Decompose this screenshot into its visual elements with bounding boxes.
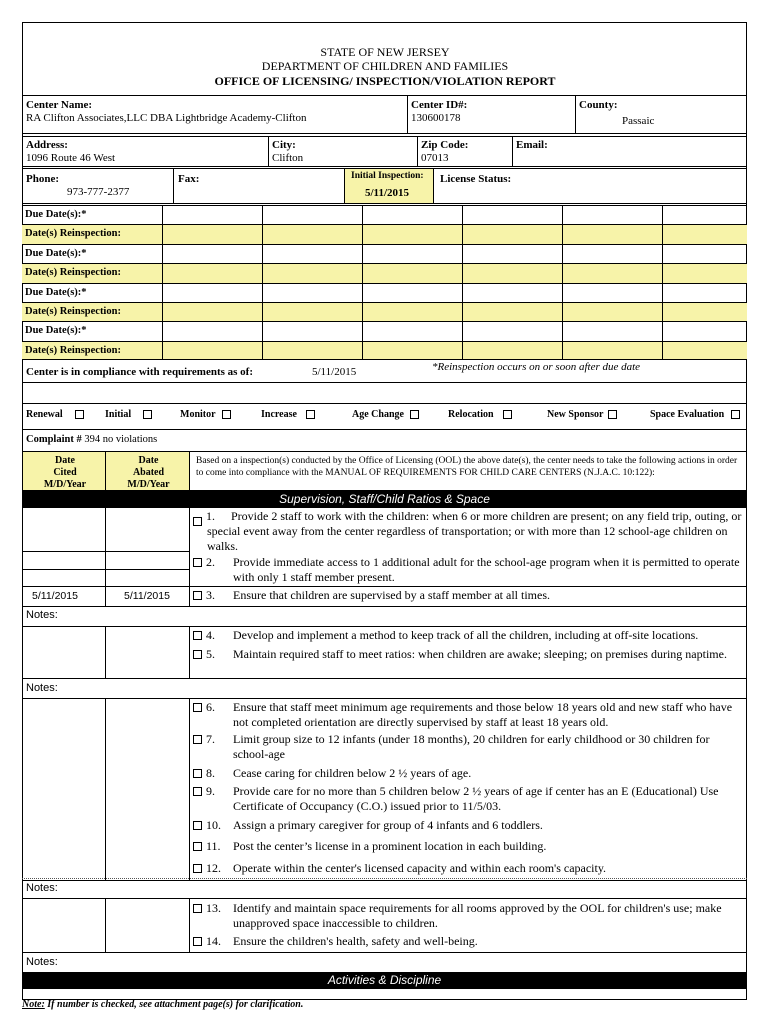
- col-divider: [105, 626, 106, 678]
- phone-label: Phone:: [26, 173, 59, 185]
- section-supervision-title: Supervision, Staff/Child Ratios & Space: [22, 491, 747, 508]
- requirement-number: 3.: [206, 588, 215, 602]
- city-label: City:: [272, 139, 296, 151]
- date-cell[interactable]: [163, 342, 262, 360]
- date-row-label: Due Date(s):*: [25, 325, 87, 337]
- col-divider: [105, 698, 106, 880]
- email-label: Email:: [516, 139, 548, 151]
- type-label-space-evaluation: Space Evaluation: [650, 409, 725, 420]
- due-date-row: [22, 283, 747, 302]
- requirement-checkbox[interactable]: [193, 787, 202, 796]
- type-checkbox-increase[interactable]: [306, 410, 315, 419]
- date-cell[interactable]: [563, 225, 662, 243]
- address-value: 1096 Route 46 West: [26, 152, 116, 164]
- date-row-label: Date(s) Reinspection:: [25, 267, 121, 279]
- date-row-label: Due Date(s):*: [25, 286, 87, 298]
- initial-inspection-label: Initial Inspection:: [351, 171, 424, 181]
- requirement-number: 10.: [206, 818, 221, 832]
- requirement-checkbox[interactable]: [193, 904, 202, 913]
- county-value: Passaic: [622, 115, 655, 127]
- requirement-text: Ensure the children's health, safety and well-being.: [233, 934, 478, 948]
- type-label-initial: Initial: [105, 409, 132, 420]
- requirement-text: Ensure that staff meet minimum age requirements and those below 18 years old and new staff who have not completed orientation are directly supervised by staff at least 18 years old.: [233, 700, 733, 729]
- requirement-checkbox[interactable]: [193, 769, 202, 778]
- type-label-renewal: Renewal: [26, 409, 63, 420]
- center-name-label: Center Name:: [26, 99, 93, 111]
- date-cell[interactable]: [663, 303, 762, 321]
- date-cell[interactable]: [263, 264, 362, 282]
- type-checkbox-age-change[interactable]: [410, 410, 419, 419]
- requirement-number: 12.: [206, 861, 221, 875]
- col-divider: [189, 898, 190, 952]
- date-cell[interactable]: [663, 206, 762, 224]
- date-cell[interactable]: [563, 284, 662, 302]
- footer-note-text: If number is checked, see attachment page(s) for clarification.: [44, 999, 304, 1010]
- intro-text: Based on a inspection(s) conducted by the Office of Licensing (OOL) the above date(s), the center needs to take the following actions in order to come into compliance with the MANUAL OF REQUIREMENTS FOR CHILD CARE CENTERS (N.J.A.C. 10:122):: [196, 456, 738, 478]
- address-box: [22, 136, 269, 167]
- date-cell[interactable]: [163, 322, 262, 340]
- address-label: Address:: [26, 139, 68, 151]
- requirement-checkbox[interactable]: [193, 821, 202, 830]
- date-cell[interactable]: [563, 206, 662, 224]
- county-box: [575, 95, 747, 134]
- date-cell[interactable]: [263, 206, 362, 224]
- date-row-label: Date(s) Reinspection:: [25, 344, 121, 356]
- col-divider: [105, 898, 106, 952]
- date-cell[interactable]: [563, 303, 662, 321]
- license-status-label: License Status:: [440, 173, 512, 185]
- date-cell[interactable]: [163, 284, 262, 302]
- type-label-age-change: Age Change: [352, 409, 404, 420]
- zip-label: Zip Code:: [421, 139, 469, 151]
- requirement-checkbox[interactable]: [193, 631, 202, 640]
- date-cell[interactable]: [563, 245, 662, 263]
- requirement-checkbox[interactable]: [193, 937, 202, 946]
- requirement-text: Develop and implement a method to keep track of all the children, including at off-site locations.: [233, 628, 699, 642]
- date-cell[interactable]: [663, 284, 762, 302]
- type-checkbox-space-evaluation[interactable]: [731, 410, 740, 419]
- date-cited-h3: M/D/Year: [43, 479, 87, 490]
- requirement-number: 2.: [206, 555, 215, 569]
- date-cell[interactable]: [263, 322, 362, 340]
- city-value: Clifton: [272, 152, 304, 164]
- date-cell[interactable]: [163, 245, 262, 263]
- date-row-label: Date(s) Reinspection:: [25, 228, 121, 240]
- row-divider: [22, 880, 747, 881]
- date-row-label: Date(s) Reinspection:: [25, 306, 121, 317]
- date-cell[interactable]: [363, 322, 462, 340]
- type-checkbox-relocation[interactable]: [503, 410, 512, 419]
- requirement-text: Ensure that children are supervised by a staff member at all times.: [233, 588, 551, 602]
- zip-value: 07013: [421, 152, 449, 164]
- phone-box: [22, 168, 174, 204]
- date-cell[interactable]: [463, 303, 562, 321]
- date-abated-h1: Date: [138, 455, 159, 466]
- date-row-label: Due Date(s):*: [25, 209, 87, 220]
- due-date-row: [22, 244, 747, 263]
- date-cell[interactable]: [263, 245, 362, 263]
- date-cell[interactable]: [463, 342, 562, 360]
- phone-value: 973-777-2377: [67, 186, 130, 198]
- type-checkbox-new-sponsor[interactable]: [608, 410, 617, 419]
- divider: [22, 359, 747, 360]
- requirement-number: 11.: [206, 839, 221, 853]
- requirement-text: Identify and maintain space requirements for all rooms approved by the OOL for children's use; make unapproved space inaccessible to children.: [233, 901, 722, 930]
- date-cited-h1: Date: [55, 455, 75, 466]
- footer-note: [22, 999, 303, 1010]
- date-cell[interactable]: [463, 284, 562, 302]
- date-abated-h2: Abated: [132, 467, 165, 478]
- requirement-checkbox[interactable]: [193, 735, 202, 744]
- requirement-text: Operate within the center's licensed capacity and within each room's capacity.: [233, 861, 607, 875]
- type-checkbox-initial[interactable]: [143, 410, 152, 419]
- requirement-number: 6.: [206, 700, 215, 714]
- requirement-text: Provide immediate access to 1 additional adult for the school-age program when it is permitted to operate with only 1 staff member present.: [233, 555, 740, 584]
- date-cell[interactable]: [463, 245, 562, 263]
- initial-inspection-date: 5/11/2015: [365, 187, 410, 199]
- row-divider: [22, 952, 747, 953]
- requirement-checkbox[interactable]: [193, 864, 202, 873]
- date-cell[interactable]: [663, 322, 762, 340]
- requirement-number: 4.: [206, 628, 215, 642]
- requirement-text: Cease caring for children below 2 ½ years of age.: [233, 766, 472, 780]
- requirement-checkbox[interactable]: [193, 517, 202, 526]
- header-report-title: OFFICE OF LICENSING/ INSPECTION/VIOLATION REPORT: [214, 74, 556, 88]
- date-cell[interactable]: [463, 322, 562, 340]
- requirement-text: Provide 2 staff to work with the children: when 6 or more children are present; on any field trip, outing, or special event away from the center regardless of transportation; or with more than 12 school-age children on walks.: [207, 509, 742, 553]
- row-divider: [22, 586, 747, 587]
- compliance-date: 5/11/2015: [312, 366, 357, 378]
- notes-label: Notes:: [26, 882, 58, 894]
- reinspection-date-row: [22, 341, 747, 360]
- notes-label: Notes:: [26, 609, 58, 621]
- divider: [22, 429, 747, 430]
- date-cited-h2: Cited: [53, 467, 77, 478]
- date-cell[interactable]: [563, 264, 662, 282]
- date-cell[interactable]: [363, 342, 462, 360]
- requirement-checkbox[interactable]: [193, 558, 202, 567]
- date-cell[interactable]: [463, 264, 562, 282]
- due-date-row: [22, 205, 747, 224]
- date-cell[interactable]: [463, 225, 562, 243]
- requirement-text: Provide care for no more than 5 children below 2 ½ years of age if center has an E (Educational) Use Certificate of Occupancy (C.O.) issued prior to 11/5/03.: [233, 784, 719, 813]
- fax-box: [173, 168, 345, 204]
- col-divider: [189, 626, 190, 678]
- row-divider: [22, 898, 747, 899]
- county-label: County:: [579, 99, 618, 111]
- complaint-line: [26, 434, 157, 445]
- reinspection-date-row: [22, 302, 747, 321]
- requirement-number: 13.: [206, 901, 221, 915]
- center-name-value: RA Clifton Associates,LLC DBA Lightbridge Academy-Clifton: [26, 112, 307, 124]
- notes-label: Notes:: [26, 682, 58, 694]
- date-cell[interactable]: [363, 245, 462, 263]
- center-id-value: 130600178: [411, 112, 461, 124]
- type-label-increase: Increase: [261, 409, 297, 420]
- license-status-box: [433, 168, 747, 204]
- requirement-checkbox[interactable]: [193, 650, 202, 659]
- date-cell[interactable]: [663, 342, 762, 360]
- reinspection-date-row: [22, 263, 747, 282]
- city-box: [268, 136, 418, 167]
- date-cell[interactable]: [263, 225, 362, 243]
- header-state: STATE OF NEW JERSEY: [320, 45, 450, 59]
- section-activities-title: Activities & Discipline: [22, 972, 747, 989]
- compliance-label: Center is in compliance with requirements as of:: [26, 366, 254, 378]
- date-cell[interactable]: [163, 225, 262, 243]
- date-cell[interactable]: [163, 206, 262, 224]
- type-label-monitor: Monitor: [180, 409, 216, 420]
- email-box: [512, 136, 747, 167]
- complaint-label: Complaint #: [26, 434, 82, 445]
- date-cell[interactable]: [163, 264, 262, 282]
- date-cell[interactable]: [463, 206, 562, 224]
- intro-box: [189, 451, 747, 491]
- center-id-label: Center ID#:: [411, 99, 468, 111]
- abated-date-item-3: 5/11/2015: [124, 590, 170, 602]
- date-cell[interactable]: [263, 303, 362, 321]
- notes-label: Notes:: [26, 956, 58, 968]
- date-cell[interactable]: [363, 303, 462, 321]
- col-divider: [105, 508, 106, 606]
- date-cell[interactable]: [363, 225, 462, 243]
- row-divider: [22, 626, 747, 627]
- zip-box: [417, 136, 513, 167]
- reinspection-note: *Reinspection occurs on or soon after due date: [432, 361, 641, 373]
- date-row-label: Due Date(s):*: [25, 247, 87, 259]
- dotted-divider: [22, 878, 747, 879]
- date-abated-header: [105, 451, 190, 491]
- date-cell[interactable]: [663, 225, 762, 243]
- date-cell[interactable]: [663, 264, 762, 282]
- center-id-box: [407, 95, 576, 134]
- cited-date-item-3: 5/11/2015: [32, 590, 78, 602]
- type-label-new-sponsor: New Sponsor: [547, 409, 604, 420]
- row-divider: [22, 606, 747, 607]
- requirement-text: Assign a primary caregiver for group of 4 infants and 6 toddlers.: [233, 818, 543, 832]
- col-divider: [189, 698, 190, 880]
- type-checkbox-renewal[interactable]: [75, 410, 84, 419]
- complaint-text: 394 no violations: [84, 434, 158, 445]
- requirement-number: 1.: [206, 509, 215, 523]
- requirement-checkbox[interactable]: [193, 591, 202, 600]
- date-cell[interactable]: [163, 303, 262, 321]
- row-divider: [22, 569, 190, 570]
- requirement-number: 14.: [206, 934, 221, 948]
- requirement-text: Maintain required staff to meet ratios: when children are awake; sleeping; on premises during naptime.: [233, 647, 727, 661]
- col-divider: [189, 508, 190, 606]
- row-divider: [22, 551, 190, 552]
- footer-note-word: Note:: [22, 999, 45, 1010]
- date-cell[interactable]: [263, 342, 362, 360]
- type-checkbox-monitor[interactable]: [222, 410, 231, 419]
- date-abated-h3: M/D/Year: [127, 479, 170, 490]
- requirement-number: 5.: [206, 647, 215, 661]
- date-cell[interactable]: [363, 206, 462, 224]
- date-cell[interactable]: [563, 322, 662, 340]
- date-cell[interactable]: [363, 284, 462, 302]
- date-cell[interactable]: [363, 264, 462, 282]
- due-date-row: [22, 321, 747, 340]
- center-name-box: [22, 95, 408, 134]
- divider: [22, 382, 747, 383]
- header-department: DEPARTMENT OF CHILDREN AND FAMILIES: [261, 59, 509, 73]
- date-cited-header: [22, 451, 106, 491]
- requirement-number: 8.: [206, 766, 215, 780]
- type-label-relocation: Relocation: [448, 409, 494, 420]
- date-cell[interactable]: [263, 284, 362, 302]
- reinspection-date-row: [22, 224, 747, 243]
- requirement-checkbox[interactable]: [193, 842, 202, 851]
- row-divider: [22, 698, 747, 699]
- initial-inspection-box: [344, 168, 434, 204]
- date-cell[interactable]: [563, 342, 662, 360]
- requirement-text: Limit group size to 12 infants (under 18 months), 20 children for early childhood or 30 children for school-age: [233, 732, 710, 761]
- date-cell[interactable]: [663, 245, 762, 263]
- row-divider: [22, 678, 747, 679]
- requirement-number: 9.: [206, 784, 215, 798]
- requirement-number: 7.: [206, 732, 215, 746]
- requirement-checkbox[interactable]: [193, 703, 202, 712]
- divider: [22, 403, 747, 404]
- requirement-text: Post the center’s license in a prominent location in each building.: [233, 839, 547, 853]
- fax-label: Fax:: [178, 173, 200, 185]
